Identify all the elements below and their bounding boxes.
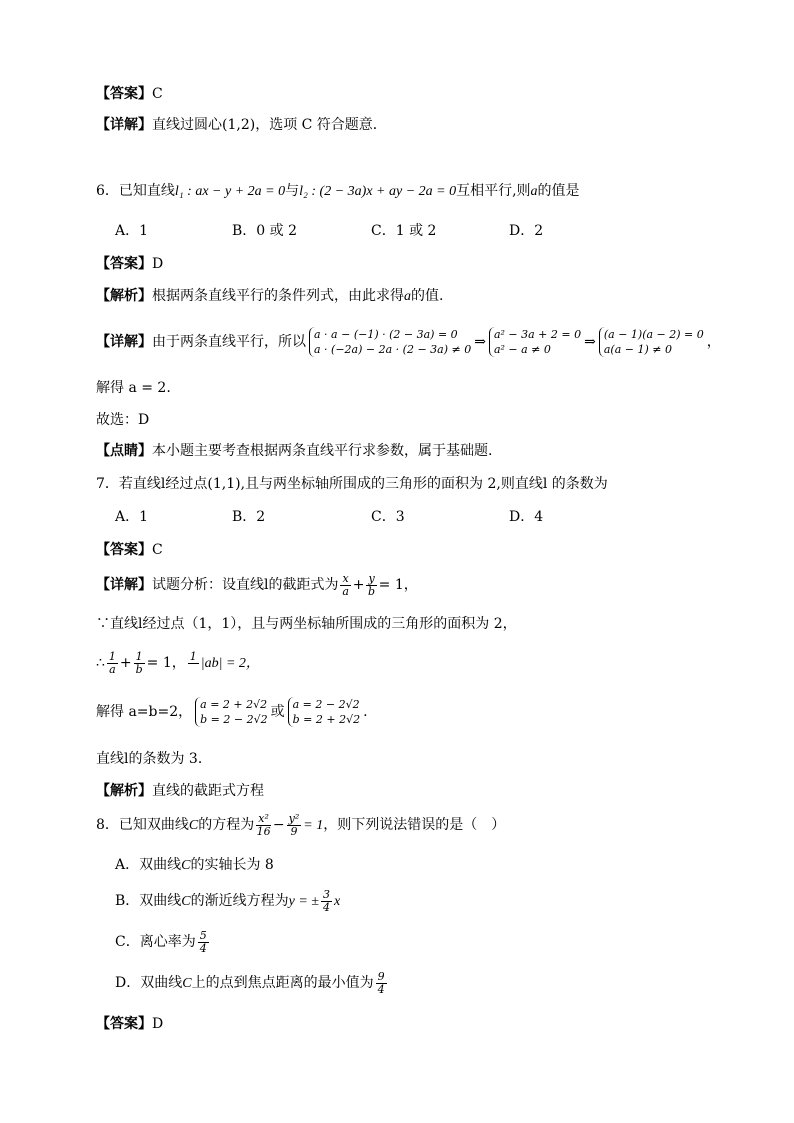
q7-system-1-row-1: a = 2 + 2√2 xyxy=(200,698,268,711)
numerator: 1 xyxy=(108,649,116,663)
q8-answer-line xyxy=(96,1014,163,1034)
denominator: 4 xyxy=(199,941,207,955)
eq-end: = 1， xyxy=(378,577,418,593)
plus: + xyxy=(119,655,132,671)
q6-stem xyxy=(96,181,580,202)
numerator: 3 xyxy=(323,887,330,901)
denominator: 16 xyxy=(256,824,271,838)
q7-stem: 7．若直线l经过点(1,1),且与两坐标轴所围成的三角形的面积为 2,则直线l 的条数为 xyxy=(96,476,608,492)
fraction xyxy=(198,930,209,955)
numerator: y xyxy=(368,571,375,585)
analysis-tag: 【解析】 xyxy=(96,783,152,799)
q8-stem-post: ，则下列说法错误的是（ ） xyxy=(323,817,506,833)
opt-pre: B．双曲线 xyxy=(115,893,182,909)
q6-note-line xyxy=(96,441,492,461)
q6-system-2-row-2: a² − a ≠ 0 xyxy=(493,343,551,356)
q6-option-b: B．0 或 2 xyxy=(232,223,298,239)
q6-mid: 与 xyxy=(285,183,300,199)
opt-post: 的实轴长为 8 xyxy=(190,857,274,873)
q7-detail-pre: 试题分析：设直线l的截距式为 xyxy=(152,577,339,593)
numerator: 1 xyxy=(189,649,197,663)
q7-because: ∵直线l经过点（1，1），且与两坐标轴所围成的三角形的面积为 2， xyxy=(96,616,517,632)
curve-c: C xyxy=(181,894,191,909)
q7-detail-line xyxy=(96,570,418,600)
q6-system-1-row-1: a · a − (−1) · (2 − 3a) = 0 xyxy=(314,328,458,341)
detail-tag: 【详解】 xyxy=(96,577,152,593)
opt-text: C．离心率为 xyxy=(115,934,196,950)
q6-choose: 故选：D xyxy=(96,412,150,428)
q7-analysis: 直线的截距式方程 xyxy=(152,783,264,799)
q7-option-a: A．1 xyxy=(115,509,149,525)
q7-answer-line xyxy=(96,540,163,560)
fraction xyxy=(321,889,332,914)
q6-l1: l₁ : ax − y + 2a = 0 xyxy=(174,184,286,199)
plus: + xyxy=(352,577,365,593)
q6-stem-end: 的值是 xyxy=(537,183,580,199)
q6-system-3 xyxy=(599,327,704,357)
numerator: x xyxy=(342,571,349,585)
denominator: a xyxy=(109,662,116,676)
answer-tag: 【答案】 xyxy=(96,256,152,272)
q7-answer: C xyxy=(152,542,163,558)
numerator: 1 xyxy=(135,649,143,663)
numerator: x² xyxy=(258,811,269,825)
q8-eq1: = 1 xyxy=(303,818,324,833)
q8-stem-pre: 8．已知双曲线 xyxy=(96,817,189,833)
detail-tag: 【详解】 xyxy=(96,117,152,133)
q6-detail-text: 由于两条直线平行，所以 xyxy=(152,334,306,350)
curve-c: C xyxy=(182,976,192,991)
fraction xyxy=(366,573,376,598)
answer-tag: 【答案】 xyxy=(96,542,152,558)
q8-stem xyxy=(96,810,505,841)
q6-solve: 解得 a = 2. xyxy=(96,380,171,396)
q7-system-1-row-2: b = 2 − 2√2 xyxy=(200,713,268,726)
q8-option-a xyxy=(115,855,274,876)
q7-count: 直线l的条数为 3． xyxy=(96,751,212,767)
q6-option-c: C．1 或 2 xyxy=(371,223,437,239)
opt-pre: A．双曲线 xyxy=(115,857,182,873)
answer-tag: 【答案】 xyxy=(96,1016,152,1032)
period: . xyxy=(363,704,368,720)
minus: − xyxy=(272,817,285,833)
q7-option-d: D．4 xyxy=(509,509,544,525)
or: 或 xyxy=(270,704,285,720)
analysis-tag: 【解析】 xyxy=(96,288,152,304)
answer-tag: 【答案】 xyxy=(96,86,152,102)
denominator: 9 xyxy=(290,824,298,838)
q7-solve-line xyxy=(96,692,368,732)
q7-system-1 xyxy=(195,697,267,727)
numerator: 9 xyxy=(377,969,385,983)
implies-arrow: ⇒ xyxy=(474,334,486,350)
q6-system-1 xyxy=(309,327,471,357)
q7-analysis-line xyxy=(96,781,264,801)
opt-x: x xyxy=(334,894,341,909)
q7-system-2 xyxy=(288,697,360,727)
q6-analysis: 根据两条直线平行的条件列式，由此求得 xyxy=(152,288,404,304)
opt-post: 上的点到焦点距离的最小值为 xyxy=(191,975,374,991)
q6-system-3-row-2: a(a − 1) ≠ 0 xyxy=(603,343,672,356)
q6-analysis-line xyxy=(96,286,443,307)
opt-pre: D．双曲线 xyxy=(115,975,183,991)
opt-eq: y = ± xyxy=(288,894,319,909)
q6-system-2 xyxy=(489,327,581,357)
q7-half-part: |ab| = 2， xyxy=(200,656,260,671)
q7-solve-pre: 解得 a=b=2， xyxy=(96,704,193,720)
fraction xyxy=(287,813,302,838)
fraction xyxy=(376,971,387,996)
denominator: b xyxy=(368,584,376,598)
denominator: 4 xyxy=(377,982,385,996)
q8-answer: D xyxy=(152,1016,164,1032)
numerator: y² xyxy=(288,811,300,825)
q7-system-2-row-2: b = 2 + 2√2 xyxy=(292,713,361,726)
q8-option-b xyxy=(115,886,340,917)
q5-answer: C xyxy=(152,86,163,102)
q6-stem-pre: 6．已知直线 xyxy=(96,183,175,199)
q8-stem-mid: 的方程为 xyxy=(198,817,255,833)
q5-detail: 直线过圆心(1,2)，选项 C 符合题意． xyxy=(152,117,387,133)
q6-analysis-var: a xyxy=(404,289,411,304)
q6-var: a xyxy=(530,184,538,199)
q6-analysis-end: 的值. xyxy=(411,288,444,304)
q6-l2: l₂ : (2 − 3a)x + ay − 2a = 0 xyxy=(299,184,457,199)
curve-c: C xyxy=(181,858,191,873)
denominator: b xyxy=(135,662,143,676)
fraction xyxy=(340,573,350,598)
q6-option-a: A．1 xyxy=(115,223,149,239)
implies-arrow: ⇒ xyxy=(584,334,596,350)
q8-option-c xyxy=(115,927,211,957)
q6-stem-post: 互相平行,则 xyxy=(456,183,531,199)
detail-tag: 【详解】 xyxy=(96,334,152,350)
q5-answer-line xyxy=(96,84,163,104)
denominator: 4 xyxy=(323,900,330,914)
q7-option-b: B．2 xyxy=(232,509,266,525)
q6-note: 本小题主要考查根据两条直线平行求参数，属于基础题. xyxy=(152,443,493,459)
note-tag: 【点睛】 xyxy=(96,443,152,459)
q8-option-d xyxy=(115,968,389,999)
q7-option-c: C．3 xyxy=(371,509,405,525)
q6-system-3-row-1: (a − 1)(a − 2) = 0 xyxy=(603,328,704,341)
q6-comma: ， xyxy=(706,334,721,350)
fraction xyxy=(107,651,118,676)
fraction xyxy=(256,813,271,838)
q6-answer: D xyxy=(152,256,164,272)
therefore: ∴ xyxy=(96,655,105,671)
q7-therefore-line xyxy=(96,648,260,679)
eq-end: = 1， xyxy=(146,655,186,671)
q6-answer-line xyxy=(96,254,163,274)
denominator: a xyxy=(342,584,349,598)
q7-system-2-row-1: a = 2 − 2√2 xyxy=(292,698,360,711)
numerator: 5 xyxy=(199,928,207,942)
fraction xyxy=(188,651,199,676)
q6-system-1-row-2: a · (−2a) − 2a · (2 − 3a) ≠ 0 xyxy=(314,343,472,356)
fraction xyxy=(134,651,145,676)
q8-curve-c: C xyxy=(188,818,199,833)
q5-detail-line xyxy=(96,115,387,135)
q6-system-2-row-1: a² − 3a + 2 = 0 xyxy=(493,328,582,341)
q6-detail-line xyxy=(96,322,721,362)
opt-mid: 的渐近线方程为 xyxy=(190,893,289,909)
q6-option-d: D．2 xyxy=(509,223,544,239)
